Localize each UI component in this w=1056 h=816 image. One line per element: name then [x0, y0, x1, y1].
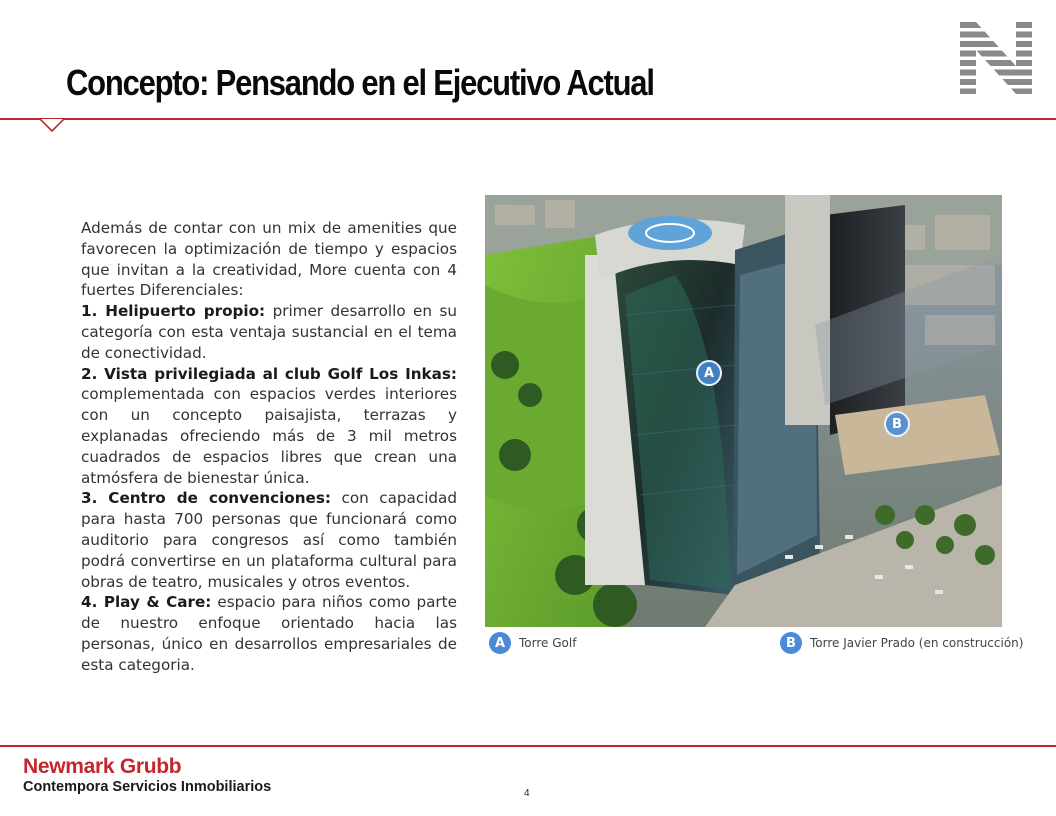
item-text: espacio para niños como parte de nuestro enfoque orientado hacia las personas, único en desarrollos empresariales de esta categoria. — [81, 593, 457, 674]
differential-item — [81, 364, 457, 489]
caption-torre-javier-prado — [780, 632, 1023, 654]
item-heading: 3. Centro de convenciones: — [81, 489, 331, 508]
header-divider — [0, 118, 1056, 120]
intro-paragraph: Además de contar con un mix de amenities que favorecen la optimización de tiempo y espacios que invitan a la creatividad, More cuenta con 4 fuertes Diferenciales: — [81, 219, 457, 300]
differential-item — [81, 301, 457, 363]
item-heading: 1. Helipuerto propio: — [81, 302, 266, 321]
caption-label: Torre Golf — [519, 636, 577, 650]
footer-divider — [0, 745, 1056, 747]
company-logo-icon — [960, 22, 1034, 96]
photo-marker-a: A — [696, 360, 722, 386]
item-heading: 2. Vista privilegiada al club Golf Los Inkas: — [81, 364, 457, 383]
footer-brand-subtitle: Contempora Servicios Inmobiliarios — [23, 779, 272, 795]
caption-label: Torre Javier Prado (en construcción) — [810, 636, 1024, 650]
differential-item — [81, 592, 457, 675]
body-text-block — [81, 218, 457, 676]
header-divider-notch — [40, 119, 64, 133]
photo-marker-b: B — [884, 411, 910, 437]
footer-brand-name: Newmark Grubb — [23, 755, 182, 778]
caption-torre-golf — [489, 632, 576, 654]
building-aerial-photo — [485, 195, 1002, 627]
page-title: Concepto: Pensando en el Ejecutivo Actual — [66, 62, 654, 103]
differential-item — [81, 488, 457, 592]
item-heading: 4. Play & Care: — [81, 593, 212, 612]
item-text: complementada con espacios verdes interiores con un concepto paisajista, terrazas y explanadas ofreciendo más de 3 mil metros cuadrados de espacios libres que crean una atmósfera de bienestar única. — [81, 385, 457, 487]
page-number: 4 — [524, 788, 530, 799]
caption-badge-b: B — [780, 632, 802, 654]
item-text: con capacidad para hasta 700 personas que funcionará como auditorio para congresos así como también podrá convertirse en un plataforma cultural para obras de teatro, musicales y otros eventos. — [81, 489, 457, 591]
item-text: primer desarrollo en su categoría con esta ventaja sustancial en el tema de conectividad. — [81, 302, 458, 362]
caption-badge-a: A — [489, 632, 511, 654]
